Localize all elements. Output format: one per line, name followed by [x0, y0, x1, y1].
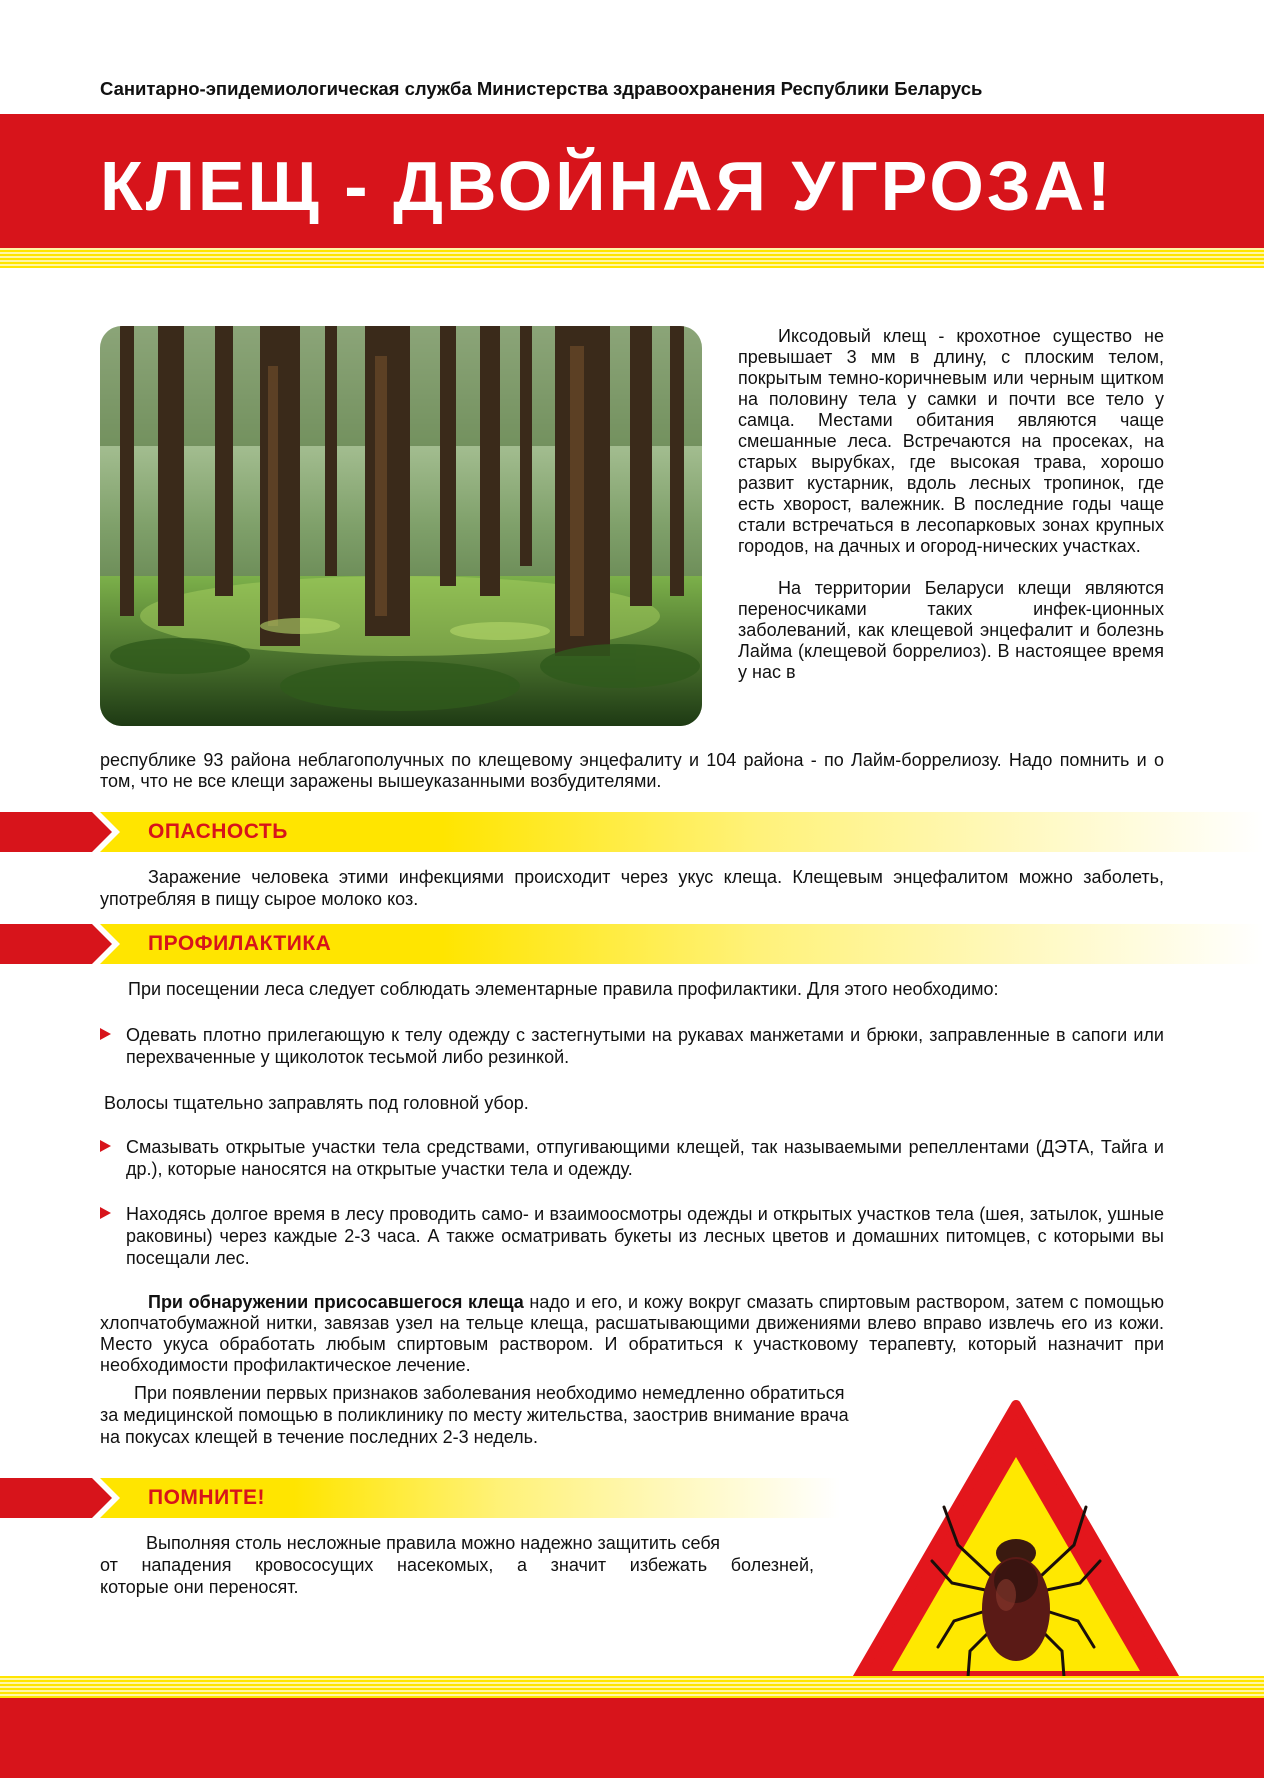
- red-triangle-bullet-icon: [100, 1028, 111, 1040]
- section-remember-title: ПОМНИТЕ!: [148, 1486, 266, 1509]
- intro-paragraph-2: На территории Беларуси клещи являются переносчиками таких инфек-ционных заболеваний, как клещевой энцефалит и болезнь Лайма (клещевой боррелиоз). В настоящее время у нас в: [738, 578, 1164, 682]
- title-banner-stripe: [0, 248, 1264, 268]
- agency-name: Санитарно-эпидемиологическая служба Министерства здравоохранения Республики Беларусь: [100, 78, 983, 99]
- chevron-right-icon: [0, 924, 130, 964]
- intro-column: [738, 326, 1164, 683]
- tick-warning-triangle-icon: [840, 1395, 1192, 1705]
- rule-text: Находясь долгое время в лесу проводить само- и взаимоосмотры одежды и открытых участков тела (шея, затылок, ушные раковины) через каждые 2-3 часа. А также осматривать букеты из лесных цветов и домашних питомцев, с которыми вы посещали лес.: [126, 1204, 1164, 1268]
- tick-removal-instructions: [100, 1292, 1164, 1376]
- red-triangle-bullet-icon: [100, 1140, 111, 1152]
- symptoms-line-2: за медицинской помощью в поликлинику по месту жительства, заострив внимание врача: [100, 1405, 849, 1425]
- rule-text: Одевать плотно прилегающую к телу одежду с застегнутыми на рукавах манжетами и брюки, заправленные в сапоги или перехваченные у щиколоток тесьмой либо резинкой.: [126, 1025, 1164, 1067]
- rule-text: Смазывать открытые участки тела средствами, отпугивающими клещей, так называемыми репеллентами (ДЭТА, Тайга и др.), которые наносятся на открытые участки тела и одежду.: [126, 1137, 1164, 1179]
- intro-paragraph-2-continued: республике 93 района неблагополучных по клещевому энцефалиту и 104 района - по Лайм-боррелиозу. Надо помнить и о том, что не все клещи заражены вышеуказанными возбудителями.: [100, 750, 1164, 791]
- chevron-right-icon: [0, 812, 130, 852]
- section-prevention-header: [0, 924, 1264, 964]
- page-title: КЛЕЩ - ДВОЙНАЯ УГРОЗА!: [100, 147, 1114, 225]
- danger-text: Заражение человека этими инфекциями происходит через укус клеща. Клещевым энцефалитом можно заболеть, употребляя в пищу сырое молоко коз.: [100, 867, 1164, 909]
- prevention-intro: При посещении леса следует соблюдать элементарные правила профилактики. Для этого необходимо:: [128, 979, 999, 999]
- tick-removal-lead: При обнаружении присосавшегося клеща: [148, 1292, 524, 1312]
- section-danger-header: [0, 812, 1264, 852]
- red-triangle-bullet-icon: [100, 1207, 111, 1219]
- intro-paragraph-1: Иксодовый клещ - крохотное существо не превышает 3 мм в длину, с плоским телом, покрытым темно-коричневым или черным щитком на половину тела у самки и почти все тело у самца. Местами обитания являются чаще смешанные леса. Встречаются на просеках, на старых вырубках, где высокая трава, хорошо развит кустарник, вдоль лесных тропинок, где есть хворост, валежник. В последние годы чаще стали встречаться в лесопарковых зонах крупных городов, на дачных и огород-нических участках.: [738, 326, 1164, 556]
- remember-line-2: от нападения кровососущих насекомых, а значит избежать болезней,: [100, 1555, 814, 1575]
- symptoms-advice: [100, 1382, 960, 1448]
- chevron-right-icon: [0, 1478, 130, 1518]
- section-prevention-title: ПРОФИЛАКТИКА: [148, 932, 332, 955]
- remember-line-3: которые они переносят.: [100, 1577, 299, 1597]
- tick-removal-text: надо и его, и кожу вокруг смазать спиртовым раствором, затем с помощью хлопчатобумажной нитки, завязав узел на тельце клеща, расшатывающими движениями влево вправо извлечь его из кожи. Место укуса обработать любым спиртовым раствором. И обратиться к участковому терапевту, который назначит при необходимости профилактическое лечение.: [100, 1292, 1164, 1375]
- remember-line-1: Выполняя столь несложные правила можно надежно защитить себя: [146, 1533, 721, 1553]
- section-remember-header: [0, 1478, 840, 1518]
- symptoms-line-1: При появлении первых признаков заболевания необходимо немедленно обратиться: [134, 1383, 845, 1403]
- footer-stripe: [0, 1676, 1264, 1698]
- prevention-hair: Волосы тщательно заправлять под головной убор.: [104, 1093, 529, 1113]
- symptoms-line-3: на покусах клещей в течение последних 2-3 недель.: [100, 1427, 539, 1447]
- prevention-rule-inspection: [100, 1203, 1164, 1269]
- section-danger-title: ОПАСНОСТЬ: [148, 820, 288, 843]
- prevention-rule-repellent: [100, 1136, 1164, 1180]
- remember-text: [100, 1532, 814, 1598]
- footer-banner: [0, 1698, 1264, 1778]
- prevention-rule-clothing: [100, 1024, 1164, 1068]
- forest-photo: [100, 326, 702, 726]
